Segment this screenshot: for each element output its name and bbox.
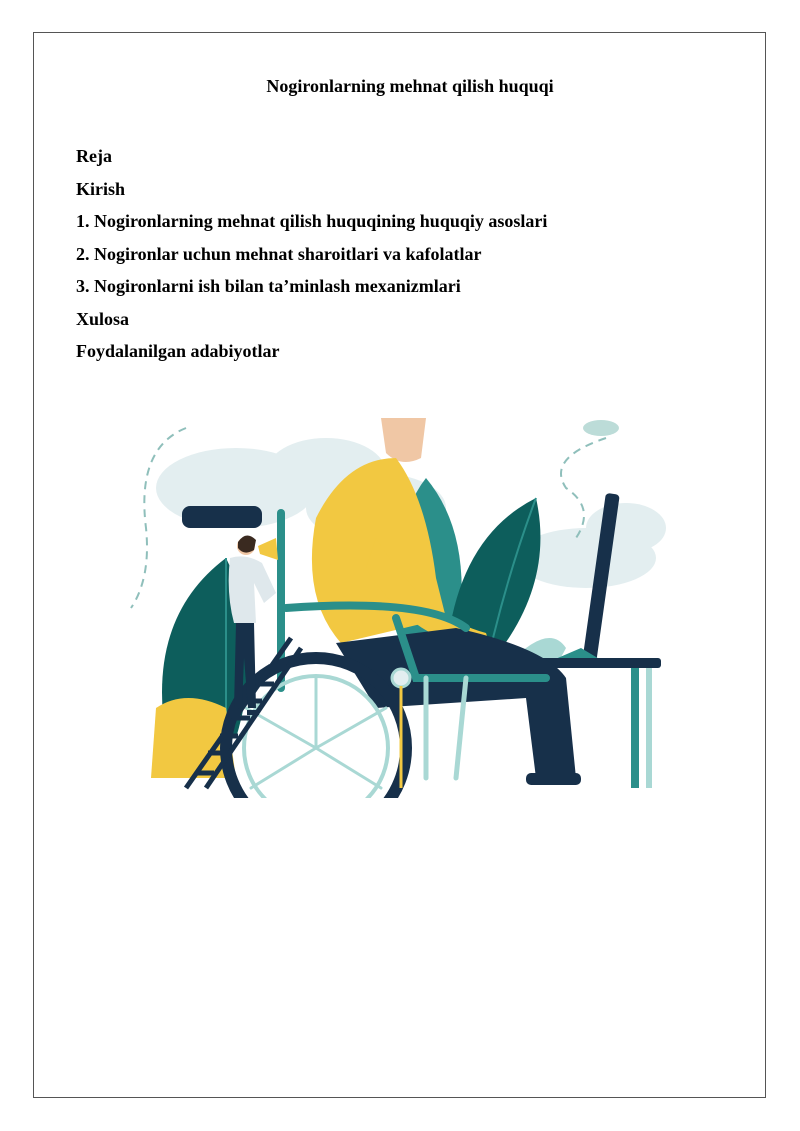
outline-item-references: Foydalanilgan adabiyotlar [76,341,280,361]
dashed-line-left [131,428,186,608]
outline-item-section-3: 3. Nogironlarni ish bilan ta’minlash mexanizmlari [76,276,461,296]
wheelchair-worker-illustration [126,418,666,798]
outline-item-introduction: Kirish [76,178,126,199]
outline-item-conclusion: Xulosa [76,308,130,329]
table-of-contents [76,140,547,368]
outline-item-section-2: 2. Nogironlar uchun mehnat sharoitlari va kafolatlar [76,243,482,264]
wheelchair-handle [182,506,262,528]
outline-item-section-1: 1. Nogironlarning mehnat qilish huquqining huquqiy asoslari [76,211,548,231]
man-with-megaphone [229,535,278,715]
outline-heading-reja: Reja [76,146,112,166]
document-title: Nogironlarning mehnat qilish huquqi [266,76,554,96]
